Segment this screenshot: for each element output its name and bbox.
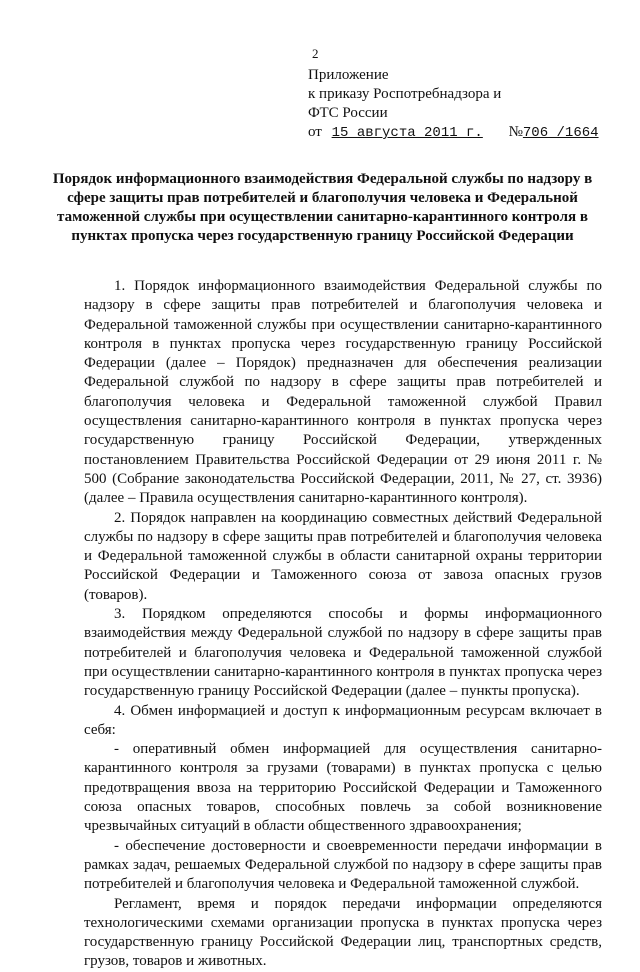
- appendix-line-1: Приложение: [308, 67, 389, 83]
- order-date: 15 августа 2011 г.: [331, 125, 483, 141]
- paragraph-1: 1. Порядок информационного взаимодействия Федеральной службы по надзору в сфере защиты прав потребителей и благополучия человека и Федеральной таможенной службы при осуществлении санитарно-карантинного контроля в пунктах пропуска через государственную границу Российской Федерации (далее – Порядок) предназначен для обеспечения реализации Федеральной службой по надзору в сфере защиты прав потребителей и благополучия человека и Федеральной таможенной службой Правил осуществления санитарно-карантинного контроля в пунктах пропуска через государственную границу Российской Федерации, утвержденных постановлением Правительства Российской Федерации от 29 июня 2011 г. № 500 (Собрание законодательства Российской Федерации, 2011, № 27, ст. 3936) (далее – Правила осуществления санитарно-карантинного контроля).: [84, 278, 602, 507]
- list-item-2: - обеспечение достоверности и своевременности передачи информации в рамках задач, решаемых Федеральной службой по надзору в сфере защиты прав потребителей и благополучия человека и Федеральной таможенной службой.: [84, 837, 602, 893]
- paragraph-regulation: Регламент, время и порядок передачи информации определяются технологическими схемами организации пропуска в пунктах пропуска через государственную границу Российской Федерации лиц, транспортных средств, грузов, товаров и животных.: [84, 895, 602, 970]
- from-label: от: [308, 124, 322, 140]
- appendix-line-3: ФТС России: [308, 105, 388, 121]
- list-item-1: - оперативный обмен информацией для осуществления санитарно-карантинного контроля за грузами (товарами) в пунктах пропуска с целью предотвращения ввоза на территорию Российской Федерации и Таможенного союза опасных товаров, способных повлечь за собой возникновение чрезвычайных ситуаций в области общественного здравоохранения;: [84, 741, 602, 835]
- document-title: Порядок информационного взаимодействия Федеральной службы по надзору в сфере защиты прав потребителей и благополучия человека и Федеральной таможенной службы при осуществлении санитарно-карантинного контроля в пунктах пропуска через государственную границу Российской Федерации: [52, 171, 593, 244]
- order-number: 706 /1664: [522, 125, 599, 141]
- paragraph-4: 4. Обмен информацией и доступ к информационным ресурсам включает в себя:: [84, 702, 602, 738]
- paragraph-2: 2. Порядок направлен на координацию совместных действий Федеральной службы по надзору в сфере защиты прав потребителей и благополучия человека и Федеральной таможенной службы в области санитарной охраны территории Российской Федерации и Таможенного союза от завоза опасных грузов (товаров).: [84, 509, 602, 603]
- appendix-line-2: к приказу Роспотребнадзора и: [308, 86, 502, 102]
- appendix-date-line: [308, 123, 608, 143]
- appendix-block: [308, 66, 608, 143]
- paragraph-3: 3. Порядком определяются способы и формы информационного взаимодействия между Федеральной службой по надзору в сфере защиты прав потребителей и благополучия человека и Федеральной таможенной службой при осуществлении санитарно-карантинного контроля в пунктах пропуска через государственную границу Российской Федерации (далее – пункты пропуска).: [84, 606, 602, 700]
- page-number: 2: [312, 46, 319, 61]
- number-sign: №: [508, 124, 523, 140]
- document-body: [84, 277, 602, 972]
